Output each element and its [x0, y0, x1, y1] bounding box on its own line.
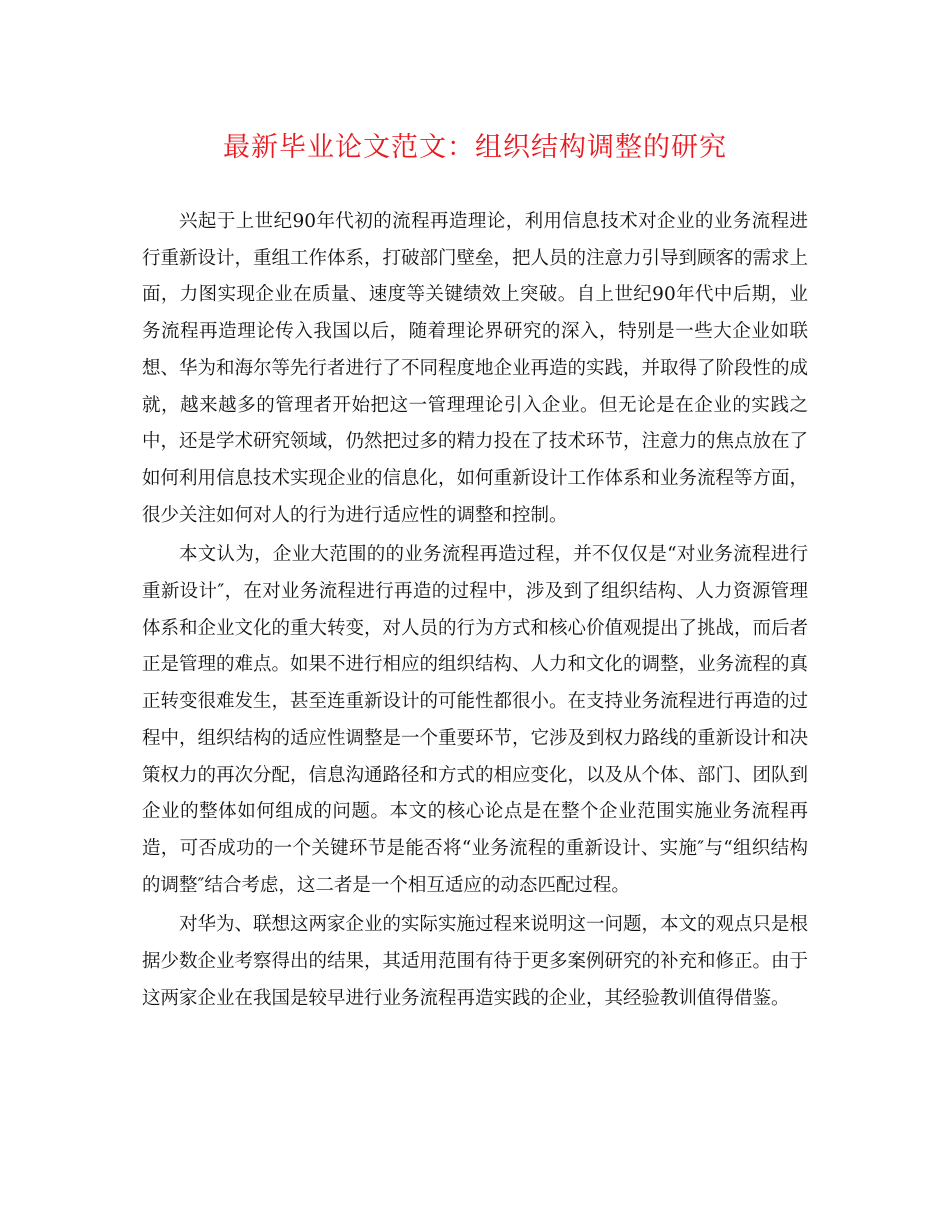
paragraph-2: 本文认为，企业大范围的的业务流程再造过程，并不仅仅是“对业务流程进行重新设计″，在对业务流程进行再造的过程中，涉及到了组织结构、人力资源管理体系和企业文化的重大转变，对人员的行为方式和核心价值观提出了挑战，而后者正是管理的难点。如果不进行相应的组织结构、人力和文化的调整，业务流程的真正转变很难发生，甚至连重新设计的可能性都很小。在支持业务流程进行再造的过程中，组织结构的适应性调整是一个重要环节，它涉及到权力路线的重新设计和决策权力的再次分配，信息沟通路径和方式的相应变化，以及从个体、部门、团队到企业的整体如何组成的问题。本文的核心论点是在整个企业范围实施业务流程再造，可否成功的一个关键环节是能否将“业务流程的重新设计、实施″与“组织结构的调整″结合考虑，这二者是一个相互适应的动态匹配过程。	[142, 544, 809, 896]
document-title: 最新毕业论文范文：组织结构调整的研究	[223, 132, 727, 163]
paragraph-1: 兴起于上世纪90年代初的流程再造理论，利用信息技术对企业的业务流程进行重新设计，重组工作体系，打破部门壁垒，把人员的注意力引导到顾客的需求上面，力图实现企业在质量、速度等关键绩效上突破。自上世纪90年代中后期，业务流程再造理论传入我国以后，随着理论界研究的深入，特别是一些大企业如联想、华为和海尔等先行者进行了不同程度地企业再造的实践，并取得了阶段性的成就，越来越多的管理者开始把这一管理理论引入企业。但无论是在企业的实践之中，还是学术研究领域，仍然把过多的精力投在了技术环节，注意力的焦点放在了如何利用信息技术实现企业的信息化，如何重新设计工作体系和业务流程等方面，很少关注如何对人的行为进行适应性的调整和控制。	[142, 211, 809, 526]
document-body	[142, 204, 808, 1020]
paragraph-3: 对华为、联想这两家企业的实际实施过程来说明这一问题，本文的观点只是根据少数企业考察得出的结果，其适用范围有待于更多案例研究的补充和修正。由于这两家企业在我国是较早进行业务流程再造实践的企业，其经验教训值得借鉴。	[142, 914, 809, 1009]
